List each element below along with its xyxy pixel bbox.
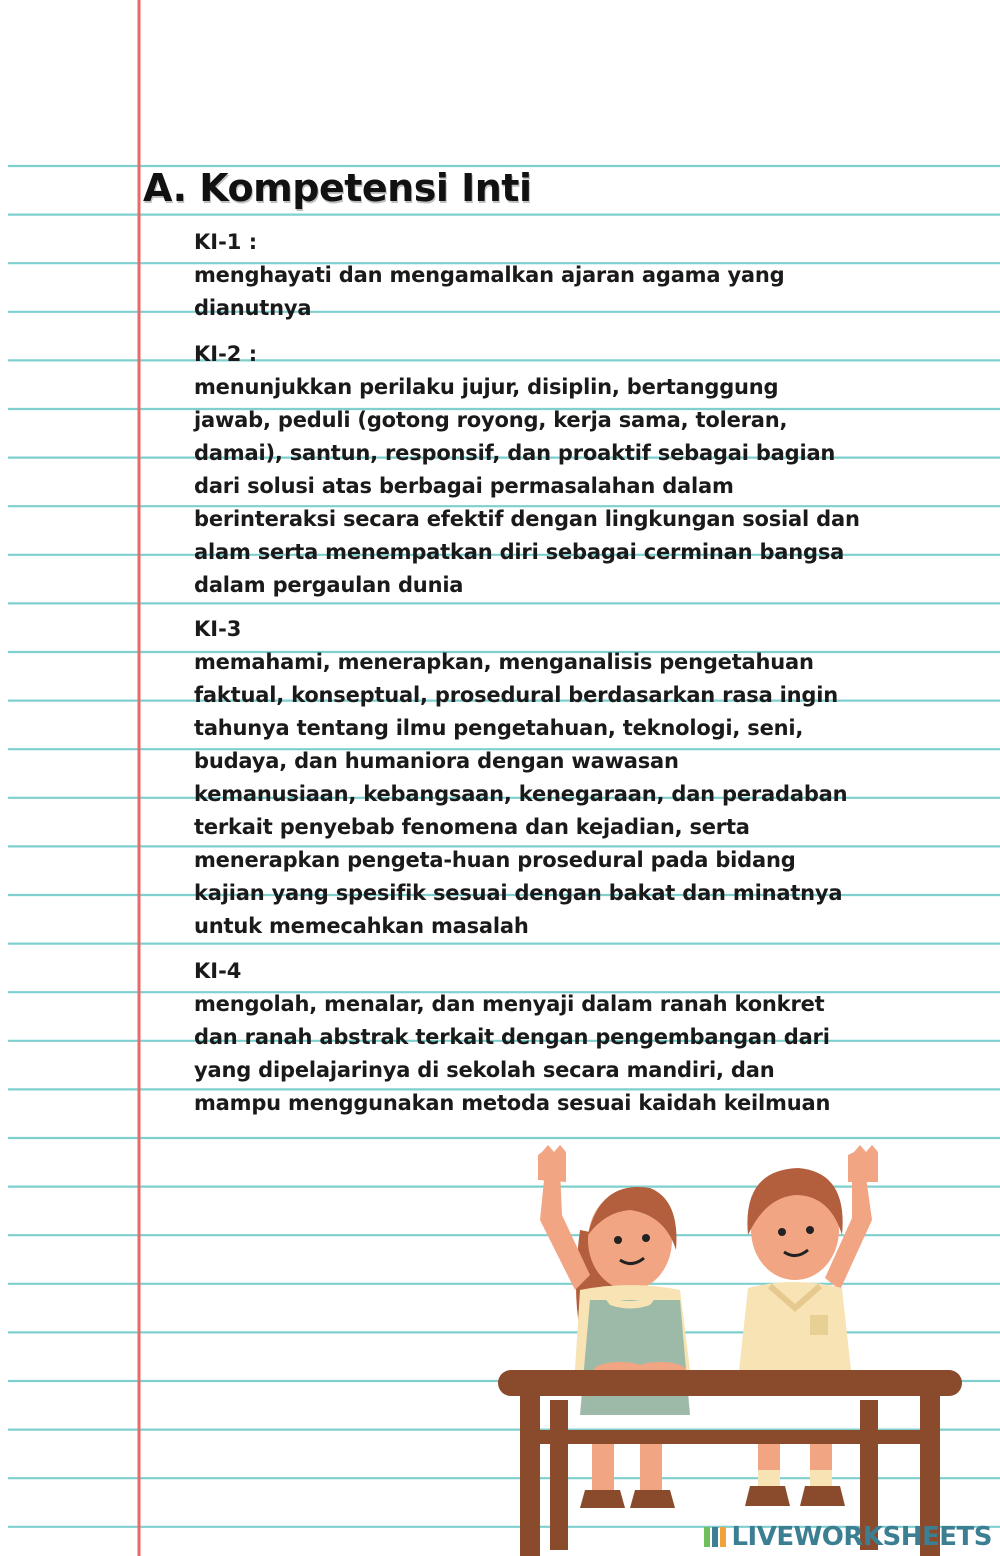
bench-seat xyxy=(498,1370,962,1396)
text-line: faktual, konseptual, prosedural berdasarkan rasa ingin xyxy=(194,683,838,707)
ki-1-text xyxy=(194,259,934,325)
text-line: berinteraksi secara efektif dengan lingkungan sosial dan xyxy=(194,507,860,531)
ki-2-text xyxy=(194,371,934,602)
text-line: untuk memecahkan masalah xyxy=(194,914,529,938)
liveworksheets-logo xyxy=(703,1522,992,1552)
liveworksheets-logo-icon xyxy=(703,1525,727,1549)
ki-3-text xyxy=(194,646,934,943)
ki-3-section xyxy=(194,613,934,943)
text-line: mengolah, menalar, dan menyaji dalam ranah konkret xyxy=(194,992,825,1016)
text-line: yang dipelajarinya di sekolah secara mandiri, dan xyxy=(194,1058,775,1082)
ki-4-section xyxy=(194,955,934,1120)
text-line: alam serta menempatkan diri sebagai cerminan bangsa xyxy=(194,540,845,564)
text-line: menghayati dan mengamalkan ajaran agama yang xyxy=(194,263,785,287)
text-line: kemanusiaan, kebangsaan, kenegaraan, dan peradaban xyxy=(194,782,848,806)
text-line: dan ranah abstrak terkait dengan pengembangan dari xyxy=(194,1025,830,1049)
text-line: mampu menggunakan metoda sesuai kaidah keilmuan xyxy=(194,1091,831,1115)
students-on-bench-illustration xyxy=(480,1140,1000,1556)
bench-leg xyxy=(550,1400,568,1550)
ki-2-label: KI-2 : xyxy=(194,342,258,366)
liveworksheets-logo-text: LIVEWORKSHEETS xyxy=(731,1522,992,1552)
ki-2-section xyxy=(194,338,934,602)
text-line: jawab, peduli (gotong royong, kerja sama, toleran, xyxy=(194,408,788,432)
ki-1-label: KI-1 : xyxy=(194,230,258,254)
boy-figure xyxy=(738,1145,878,1506)
text-line: menerapkan pengeta-huan prosedural pada bidang xyxy=(194,848,796,872)
page-title: A. Kompetensi Inti xyxy=(143,166,532,210)
ki-3-label: KI-3 xyxy=(194,617,242,641)
text-line: kajian yang spesifik sesuai dengan bakat dan minatnya xyxy=(194,881,843,905)
text-line: dari solusi atas berbagai permasalahan dalam xyxy=(194,474,734,498)
text-line: damai), santun, responsif, dan proaktif sebagai bagian xyxy=(194,441,836,465)
text-line: terkait penyebab fenomena dan kejadian, serta xyxy=(194,815,750,839)
text-line: tahunya tentang ilmu pengetahuan, teknologi, seni, xyxy=(194,716,804,740)
ki-4-text xyxy=(194,988,934,1120)
ki-1-section xyxy=(194,226,934,325)
text-line: menunjukkan perilaku jujur, disiplin, bertanggung xyxy=(194,375,779,399)
bench-rail xyxy=(540,1430,920,1444)
text-line: dalam pergaulan dunia xyxy=(194,573,464,597)
text-line: dianutnya xyxy=(194,296,312,320)
ki-4-label: KI-4 xyxy=(194,959,242,983)
bench-leg xyxy=(520,1396,540,1556)
text-line: budaya, dan humaniora dengan wawasan xyxy=(194,749,679,773)
text-line: memahami, menerapkan, menganalisis pengetahuan xyxy=(194,650,814,674)
